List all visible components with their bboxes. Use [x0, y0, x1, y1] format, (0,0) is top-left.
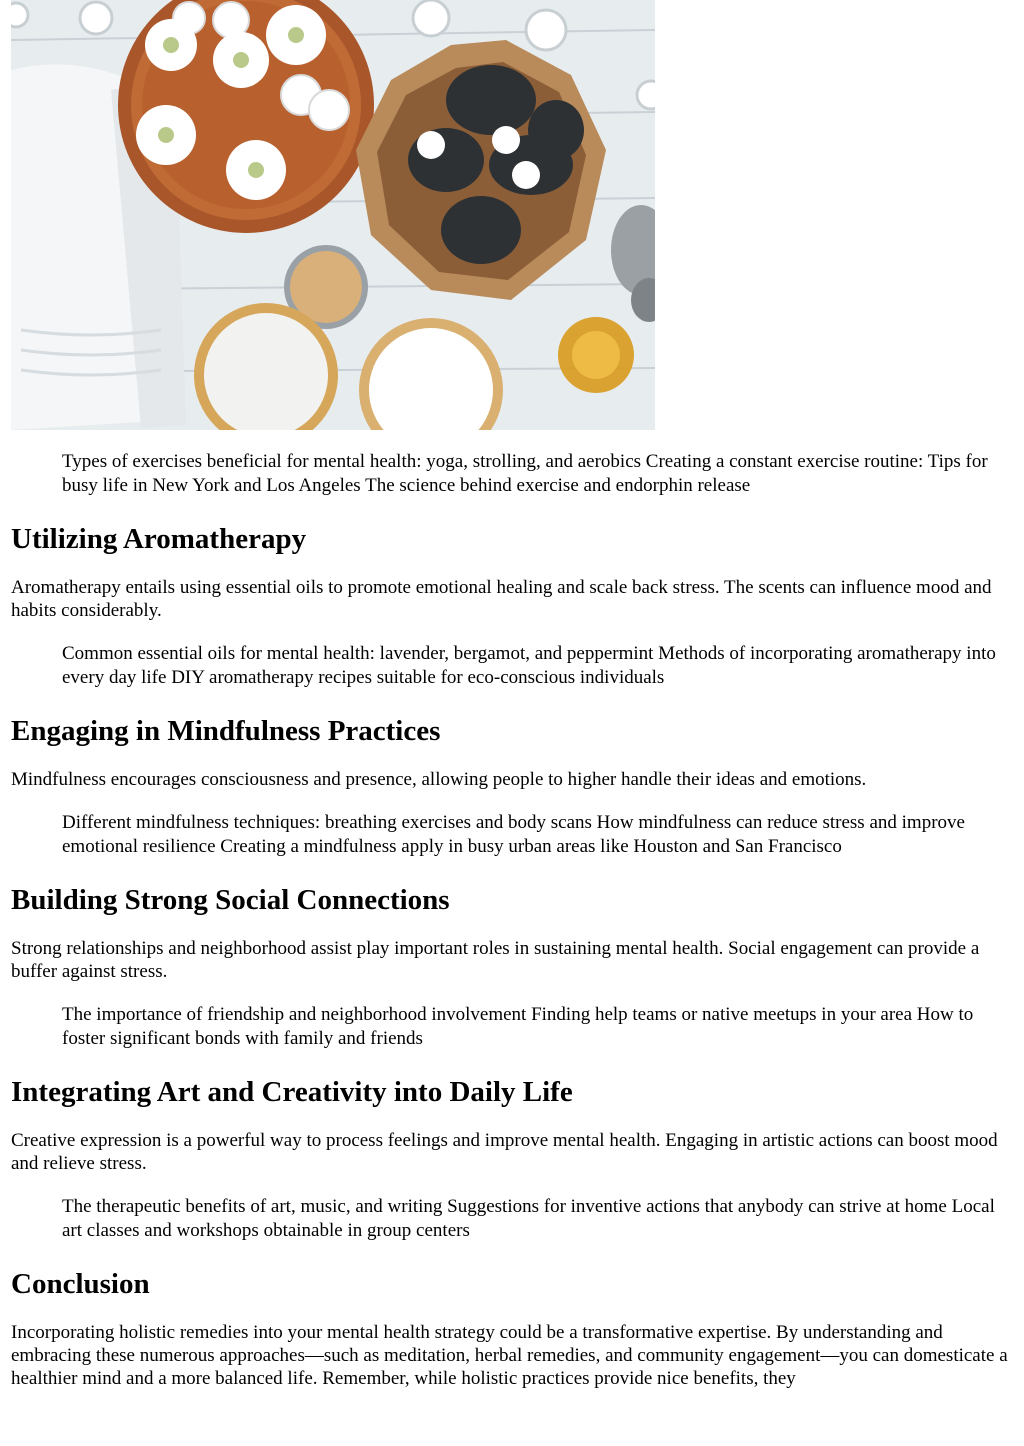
section-art-creativity — [11, 1075, 1011, 1243]
section-heading: Building Strong Social Connections — [11, 884, 450, 916]
section-aromatherapy — [11, 522, 1011, 690]
section-social-connections — [11, 883, 1011, 1051]
section-paragraph: Aromatherapy entails using essential oils to promote emotional healing and scale back stress. The scents can influence mood and habits considerably. — [11, 577, 992, 621]
spa-illustration — [11, 0, 655, 430]
section-paragraph: Mindfulness encourages consciousness and presence, allowing people to higher handle their ideas and emotions. — [11, 769, 867, 790]
article — [11, 0, 1011, 1390]
section-heading: Engaging in Mindfulness Practices — [11, 715, 441, 747]
section-list: Different mindfulness techniques: breathing exercises and body scans How mindfulness can reduce stress and improve emotional resilience Creating a mindfulness apply in busy urban areas like Houston and San Francisco — [62, 812, 965, 857]
hero-image — [11, 0, 655, 430]
section-conclusion — [11, 1267, 1011, 1390]
section-mindfulness — [11, 714, 1011, 859]
section-list: The importance of friendship and neighborhood involvement Finding help teams or native meetups in your area How to foster significant bonds with family and friends — [62, 1004, 974, 1049]
intro-list: Types of exercises beneficial for mental health: yoga, strolling, and aerobics Creating a constant exercise routine: Tips for busy life in New York and Los Angeles The science behind exercise and endorphin release — [62, 451, 988, 496]
conclusion-paragraph: Incorporating holistic remedies into your mental health strategy could be a transformative expertise. By understanding and embracing these numerous approaches—such as meditation, herbal remedies, and community engagement—you can domesticate a healthier mind and a more balanced life. Remember, while holistic practices provide nice benefits, they — [11, 1322, 1008, 1389]
conclusion-heading: Conclusion — [11, 1268, 150, 1300]
section-paragraph: Creative expression is a powerful way to process feelings and improve mental health. Engaging in artistic actions can boost mood and relieve stress. — [11, 1130, 998, 1174]
section-heading: Utilizing Aromatherapy — [11, 523, 307, 555]
section-list: The therapeutic benefits of art, music, and writing Suggestions for inventive actions that anybody can strive at home Local art classes and workshops obtainable in group centers — [62, 1196, 995, 1241]
section-paragraph: Strong relationships and neighborhood assist play important roles in sustaining mental health. Social engagement can provide a buffer against stress. — [11, 938, 980, 982]
section-heading: Integrating Art and Creativity into Daily Life — [11, 1076, 573, 1108]
section-list: Common essential oils for mental health: lavender, bergamot, and peppermint Methods of incorporating aromatherapy into every day life DIY aromatherapy recipes suitable for eco-conscious individuals — [62, 643, 996, 688]
